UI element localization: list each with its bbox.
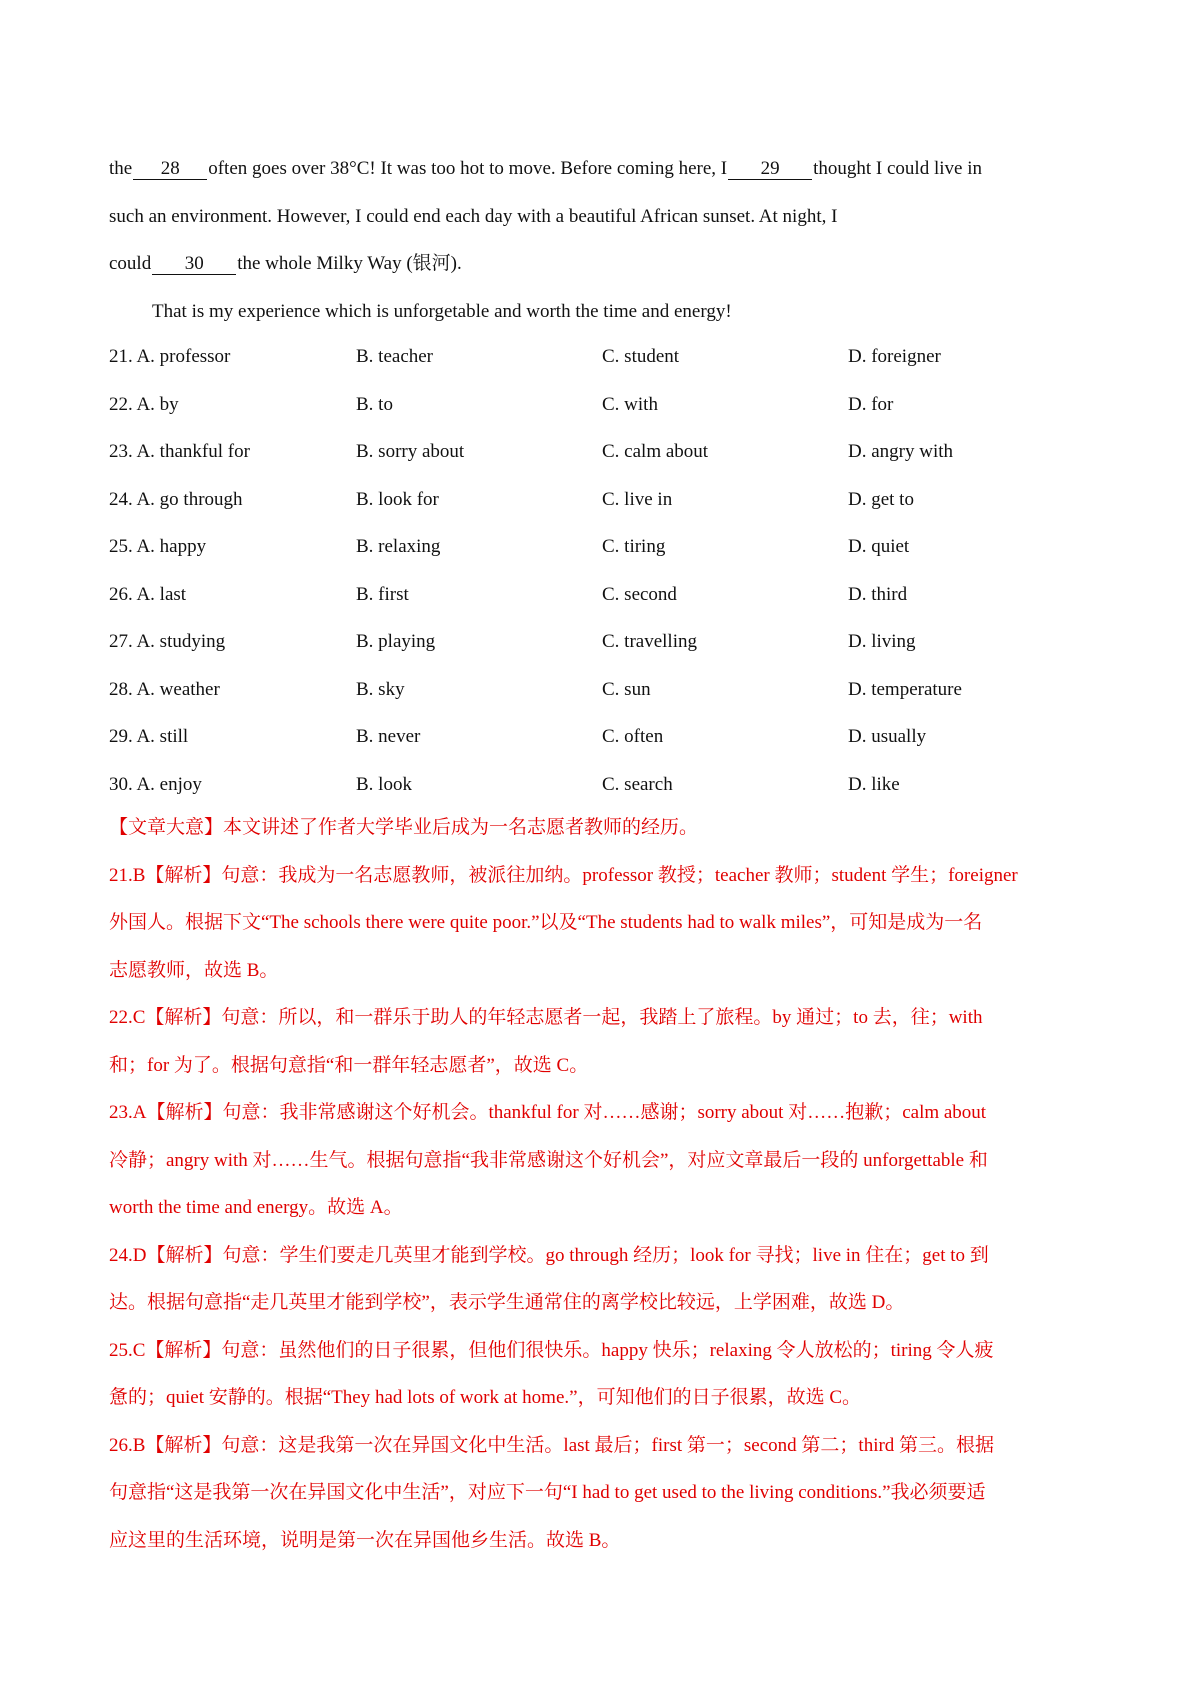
option-c: C. calm about — [602, 441, 709, 462]
option-row — [109, 488, 1109, 536]
explanation-section — [109, 816, 1109, 1576]
explanation-line: 应这里的生活环境，说明是第一次在异国他乡生活。故选 B。 — [109, 1529, 621, 1551]
option-a: 27. A. studying — [109, 631, 226, 652]
option-c: C. often — [602, 726, 664, 747]
option-c: C. search — [602, 773, 673, 795]
answer-options — [109, 345, 1109, 820]
option-row — [109, 393, 1109, 441]
explanation-line: 21.B【解析】句意：我成为一名志愿教师，被派往加纳。professor 教授；teacher 教师；student 学生；foreigner — [109, 864, 1018, 886]
blank-29: 29 — [728, 159, 812, 180]
option-d: D. for — [848, 393, 894, 415]
option-a: 28. A. weather — [109, 678, 220, 700]
explanation-line: 26.B【解析】句意：这是我第一次在异国文化中生活。last 最后；first 第一；second 第二；third 第三。根据 — [109, 1434, 995, 1456]
option-b: B. look for — [356, 488, 439, 510]
option-b: B. sky — [356, 678, 405, 700]
blank-30: 30 — [152, 254, 236, 275]
option-b: B. sorry about — [356, 441, 465, 462]
explanation-line: 外国人。根据下文“The schools there were quite poor.”以及“The students had to walk miles”，可知是成为一名 — [109, 912, 983, 933]
option-b: B. look — [356, 773, 412, 795]
option-d: D. third — [848, 583, 908, 605]
option-a: 26. A. last — [109, 583, 187, 605]
option-c: C. with — [602, 393, 658, 415]
option-row — [109, 630, 1109, 678]
option-row — [109, 583, 1109, 631]
option-a: 30. A. enjoy — [109, 773, 202, 795]
option-row — [109, 440, 1109, 488]
option-a: 22. A. by — [109, 393, 179, 415]
option-b: B. relaxing — [356, 536, 441, 557]
explanation-line: 25.C【解析】句意：虽然他们的日子很累，但他们很快乐。happy 快乐；relaxing 令人放松的；tiring 令人疲 — [109, 1339, 994, 1361]
option-a: 21. A. professor — [109, 346, 231, 367]
option-c: C. live in — [602, 488, 673, 510]
passage-line-1 — [109, 157, 1109, 181]
option-a: 23. A. thankful for — [109, 441, 250, 462]
passage-text: the whole Milky Way (银河). — [237, 253, 462, 274]
explanation-line: 23.A【解析】句意：我非常感谢这个好机会。thankful for 对……感谢；sorry about 对……抱歉；calm about — [109, 1102, 987, 1123]
passage-text: often goes over 38°C! It was too hot to move. Before coming here, I — [208, 158, 728, 179]
option-row — [109, 773, 1109, 821]
passage-line-2: such an environment. However, I could end each day with a beautiful African sunset. At night, I — [109, 206, 838, 227]
explanation-line: 【文章大意】本文讲述了作者大学毕业后成为一名志愿者教师的经历。 — [109, 817, 699, 838]
option-c: C. sun — [602, 678, 651, 700]
passage-text: thought I could live in — [813, 158, 982, 179]
explanation-line: 和；for 为了。根据句意指“和一群年轻志愿者”，故选 C。 — [109, 1054, 589, 1076]
option-d: D. foreigner — [848, 346, 941, 367]
blank-28: 28 — [133, 159, 207, 180]
option-a: 24. A. go through — [109, 488, 243, 510]
option-b: B. first — [356, 583, 409, 605]
option-a: 25. A. happy — [109, 536, 207, 557]
option-b: B. playing — [356, 631, 436, 652]
option-d: D. usually — [848, 726, 927, 747]
passage-text: could — [109, 253, 152, 274]
option-b: B. never — [356, 726, 421, 747]
option-d: D. quiet — [848, 536, 910, 557]
explanation-line: 冷静；angry with 对……生气。根据句意指“我非常感谢这个好机会”，对应文章最后一段的 unforgettable 和 — [109, 1149, 988, 1171]
option-d: D. temperature — [848, 678, 962, 700]
option-a: 29. A. still — [109, 726, 189, 747]
option-b: B. teacher — [356, 346, 434, 367]
option-c: C. tiring — [602, 536, 666, 557]
passage-text: the — [109, 158, 133, 179]
option-d: D. living — [848, 631, 916, 652]
option-row — [109, 345, 1109, 393]
option-row — [109, 725, 1109, 773]
explanation-line: 惫的；quiet 安静的。根据“They had lots of work at home.”，可知他们的日子很累，故选 C。 — [109, 1387, 862, 1408]
option-row — [109, 535, 1109, 583]
option-d: D. get to — [848, 488, 914, 510]
passage-line-4: That is my experience which is unforgetable and worth the time and energy! — [152, 301, 732, 322]
option-d: D. like — [848, 773, 900, 795]
option-b: B. to — [356, 393, 393, 415]
explanation-line: 22.C【解析】句意：所以，和一群乐于助人的年轻志愿者一起，我踏上了旅程。by 通过；to 去，往；with — [109, 1007, 983, 1028]
passage-line-3 — [109, 252, 1109, 276]
option-row — [109, 678, 1109, 726]
explanation-line: 达。根据句意指“走几英里才能到学校”，表示学生通常住的离学校比较远，上学困难，故选 D。 — [109, 1292, 905, 1313]
explanation-line: 句意指“这是我第一次在异国文化中生活”，对应下一句“I had to get used to the living conditions.”我必须要适 — [109, 1482, 986, 1503]
explanation-line: 志愿教师，故选 B。 — [109, 959, 279, 981]
option-c: C. travelling — [602, 631, 697, 652]
option-d: D. angry with — [848, 441, 954, 462]
option-c: C. student — [602, 346, 680, 367]
explanation-line: worth the time and energy。故选 A。 — [109, 1197, 403, 1218]
explanation-line: 24.D【解析】句意：学生们要走几英里才能到学校。go through 经历；look for 寻找；live in 住在；get to 到 — [109, 1244, 989, 1266]
option-c: C. second — [602, 583, 677, 605]
